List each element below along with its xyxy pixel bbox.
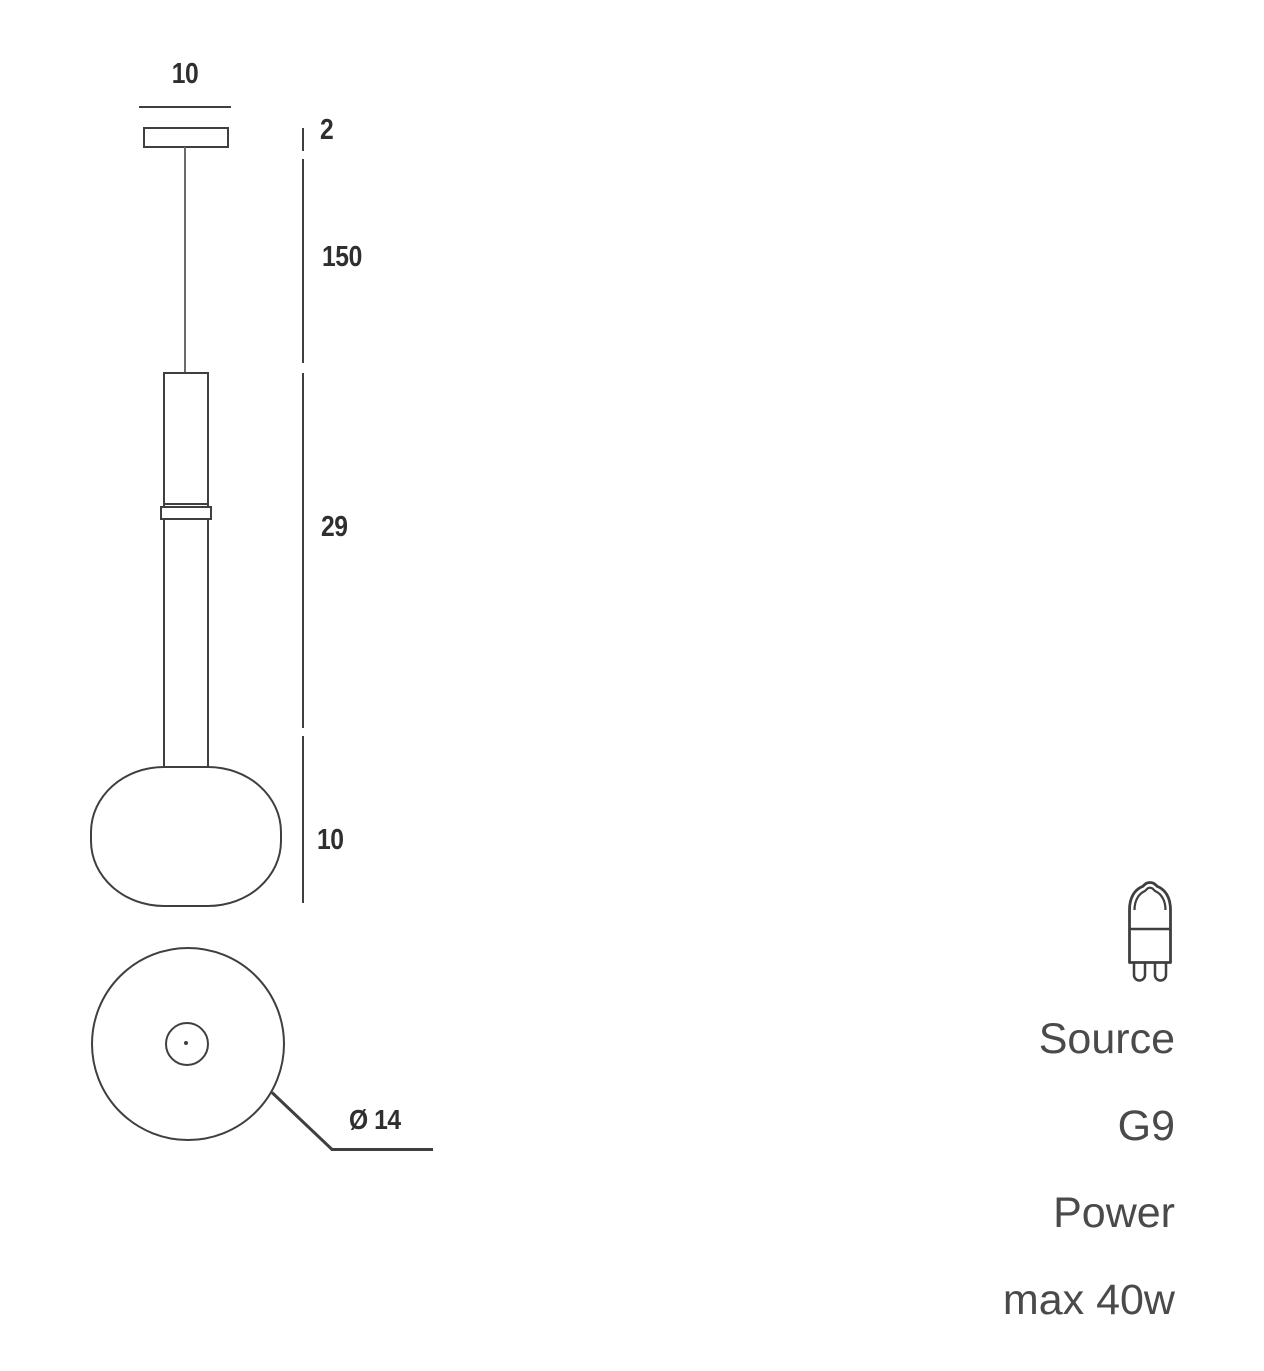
dim-line-tube-length [302, 373, 304, 728]
dim-line-shade-height [302, 736, 304, 903]
tube-collar-band [160, 506, 212, 520]
power-label: Power [1053, 1189, 1175, 1237]
dim-label-shade-height: 10 [317, 824, 344, 856]
diameter-leader-diagonal [271, 1091, 333, 1150]
center-point-dot [184, 1041, 188, 1045]
ceiling-canopy [143, 127, 229, 148]
dim-label-tube-length: 29 [321, 511, 348, 543]
glass-shade [90, 766, 282, 907]
dim-label-canopy-width: 10 [171, 58, 199, 90]
lamp-tube [163, 372, 209, 769]
dim-label-diameter: Ø 14 [349, 1104, 401, 1135]
dim-label-canopy-height: 2 [320, 114, 334, 146]
dim-line-canopy-height [302, 128, 304, 151]
diameter-leader-horizontal [331, 1148, 433, 1151]
suspension-cable [184, 147, 186, 373]
source-value: G9 [1117, 1102, 1175, 1150]
tube-joint-line [165, 503, 207, 505]
g9-bulb-icon [1126, 880, 1174, 986]
source-label: Source [1038, 1015, 1175, 1063]
dim-label-cable-length: 150 [322, 241, 362, 273]
power-value: max 40w [1002, 1276, 1175, 1324]
dim-line-cable-length [302, 159, 304, 363]
dim-extension-line-canopy-width [139, 106, 231, 108]
